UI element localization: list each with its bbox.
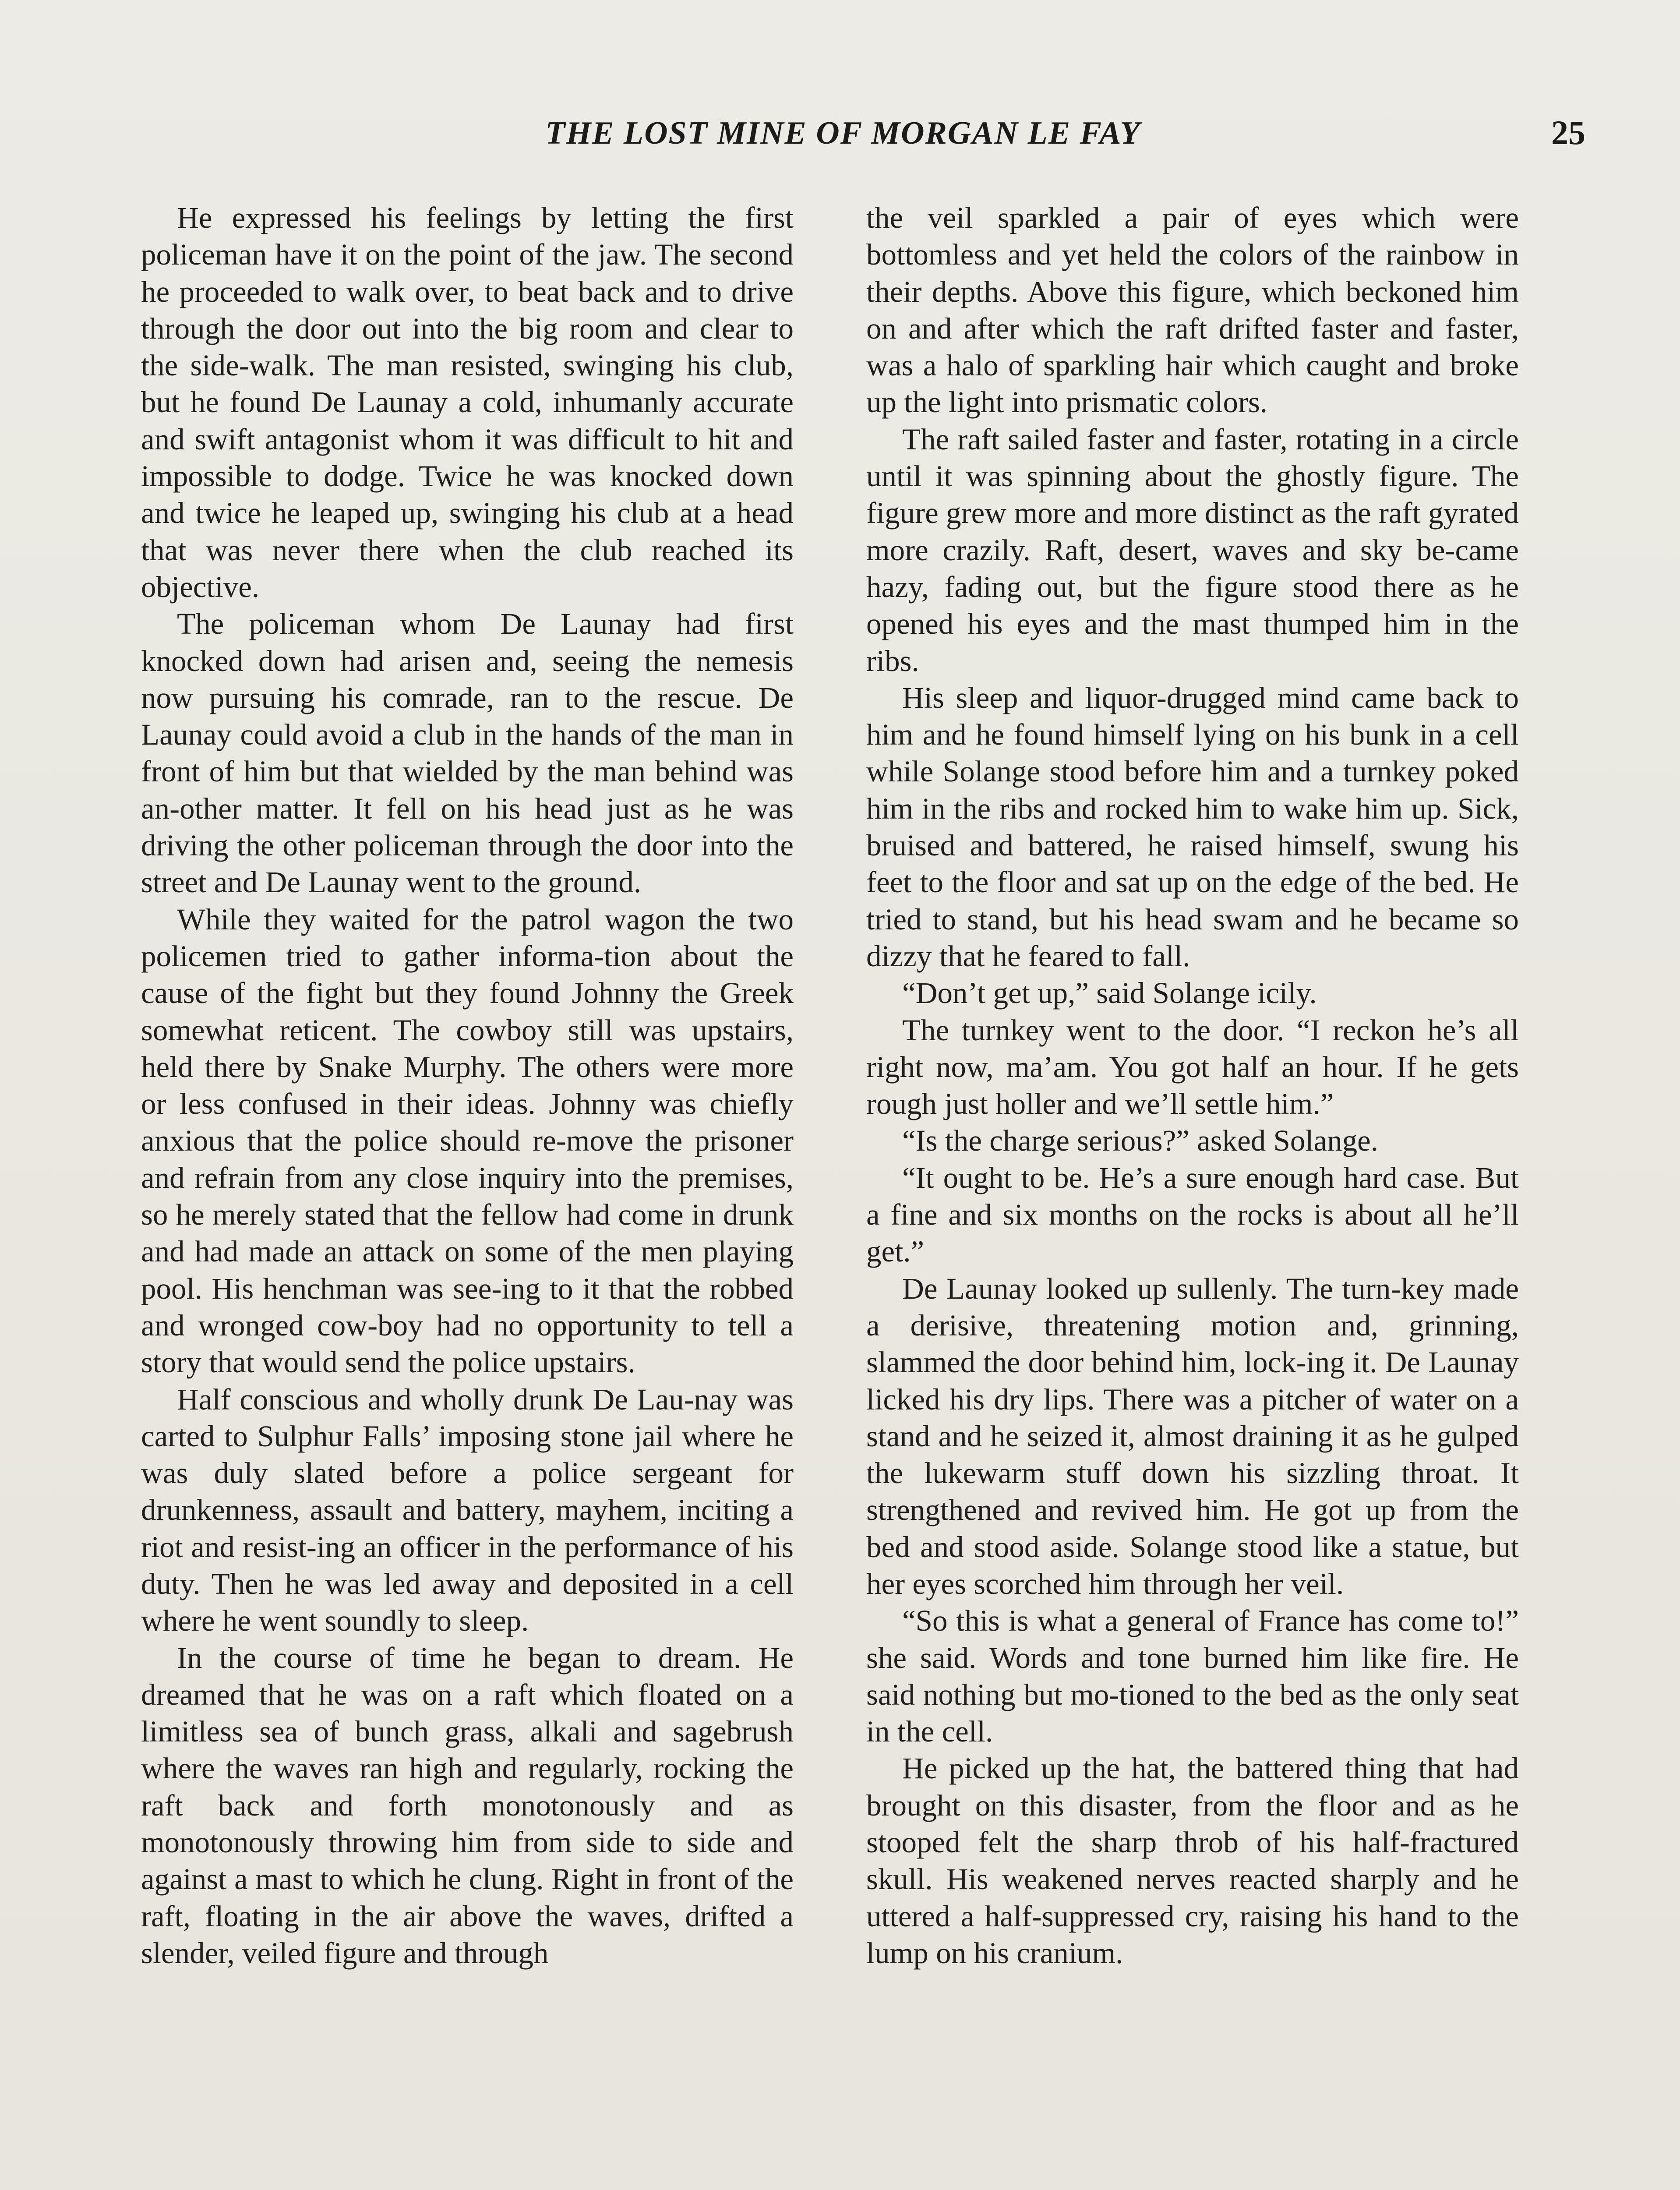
paragraph: He expressed his feelings by letting the first policeman have it on the point of the jaw. The second he proceeded to walk over, to beat back and to drive through the door out into the big room and clear to the side-walk. The man resisted, swinging his club, but he found De Launay a cold, inhumanly accurate and swift antagonist whom it was difficult to hit and impossible to dodge. Twice he was knocked down and twice he leaped up, swinging his club at a head that was never there when the club reached its objective.	[141, 201, 794, 604]
paragraph: “It ought to be. He’s a sure enough hard case. But a fine and six months on the rocks is about all he’ll get.”	[866, 1161, 1519, 1268]
paragraph: He picked up the hat, the battered thing that had brought on this disaster, from the floor and as he stooped felt the sharp throb of his half-fractured skull. His weakened nerves reacted sharply and he uttered a half-suppressed cry, raising his hand to the lump on his cranium.	[866, 1752, 1519, 1970]
paragraph: While they waited for the patrol wagon the two policemen tried to gather informa-tion about the cause of the fight but they found Johnny the Greek somewhat reticent. The cowboy still was upstairs, held there by Snake Murphy. The others were more or less confused in their ideas. Johnny was chiefly anxious that the police should re-move the prisoner and refrain from any close inquiry into the premises, so he merely stated that the fellow had come in drunk and had made an attack on some of the men playing pool. His henchman was see-ing to it that the robbed and wronged cow-boy had no opportunity to tell a story that would send the police upstairs.	[141, 902, 794, 1379]
paragraph: In the course of time he began to dream. He dreamed that he was on a raft which floated on a limitless sea of bunch grass, alkali and sagebrush where the waves ran high and regularly, rocking the raft back and forth monotonously and as monotonously throwing him from side to side and against a mast to which he clung. Right in front of the raft, floating in the air above the waves, drifted a slender, veiled figure and through	[141, 1641, 794, 1970]
paragraph: “Don’t get up,” said Solange icily.	[902, 976, 1317, 1010]
paragraph: “So this is what a general of France has come to!” she said. Words and tone burned him like fire. He said nothing but mo-tioned to the bed as the only seat in the cell.	[866, 1604, 1519, 1748]
paragraph: the veil sparkled a pair of eyes which were bottomless and yet held the colors of the rainbow in their depths. Above this figure, which beckoned him on and after which the raft drifted faster and faster, was a halo of sparkling hair which caught and broke up the light into prismatic colors.	[866, 201, 1519, 419]
paragraph: The policeman whom De Launay had first knocked down had arisen and, seeing the nemesis now pursuing his comrade, ran to the rescue. De Launay could avoid a club in the hands of the man in front of him but that wielded by the man behind was an-other matter. It fell on his head just as he was driving the other policeman through the door into the street and De Launay went to the ground.	[141, 607, 794, 899]
paragraph: De Launay looked up sullenly. The turn-key made a derisive, threatening motion and, grinning, slammed the door behind him, lock-ing it. De Launay licked his dry lips. There was a pitcher of water on a stand and he seized it, almost draining it as he gulped the lukewarm stuff down his sizzling throat. It strengthened and revived him. He got up from the bed and stood aside. Solange stood like a statue, but her eyes scorched him through her veil.	[866, 1272, 1519, 1600]
left-text-column	[141, 199, 794, 2190]
paragraph: Half conscious and wholly drunk De Lau-nay was carted to Sulphur Falls’ imposing stone jail where he was duly slated before a police sergeant for drunkenness, assault and battery, mayhem, inciting a riot and resist-ing an officer in the performance of his duty. Then he was led away and deposited in a cell where he went soundly to sleep.	[141, 1382, 794, 1638]
paragraph: The raft sailed faster and faster, rotating in a circle until it was spinning about the ghostly figure. The figure grew more and more distinct as the raft gyrated more crazily. Raft, desert, waves and sky be-came hazy, fading out, but the figure stood there as he opened his eyes and the mast thumped him in the ribs.	[866, 422, 1519, 678]
paragraph: The turnkey went to the door. “I reckon he’s all right now, ma’am. You got half an hour. If he gets rough just holler and we’ll settle him.”	[866, 1013, 1519, 1121]
paragraph: “Is the charge serious?” asked Solange.	[902, 1124, 1378, 1158]
page-number: 25	[1551, 113, 1585, 152]
paragraph: His sleep and liquor-drugged mind came back to him and he found himself lying on his bunk in a cell while Solange stood before him and a turnkey poked him in the ribs and rocked him to wake him up. Sick, bruised and battered, he raised himself, swung his feet to the floor and sat up on the edge of the bed. He tried to stand, but his head swam and he became so dizzy that he feared to fall.	[866, 681, 1519, 973]
running-title: THE LOST MINE OF MORGAN LE FAY	[545, 115, 1141, 151]
right-text-column	[866, 199, 1519, 2190]
